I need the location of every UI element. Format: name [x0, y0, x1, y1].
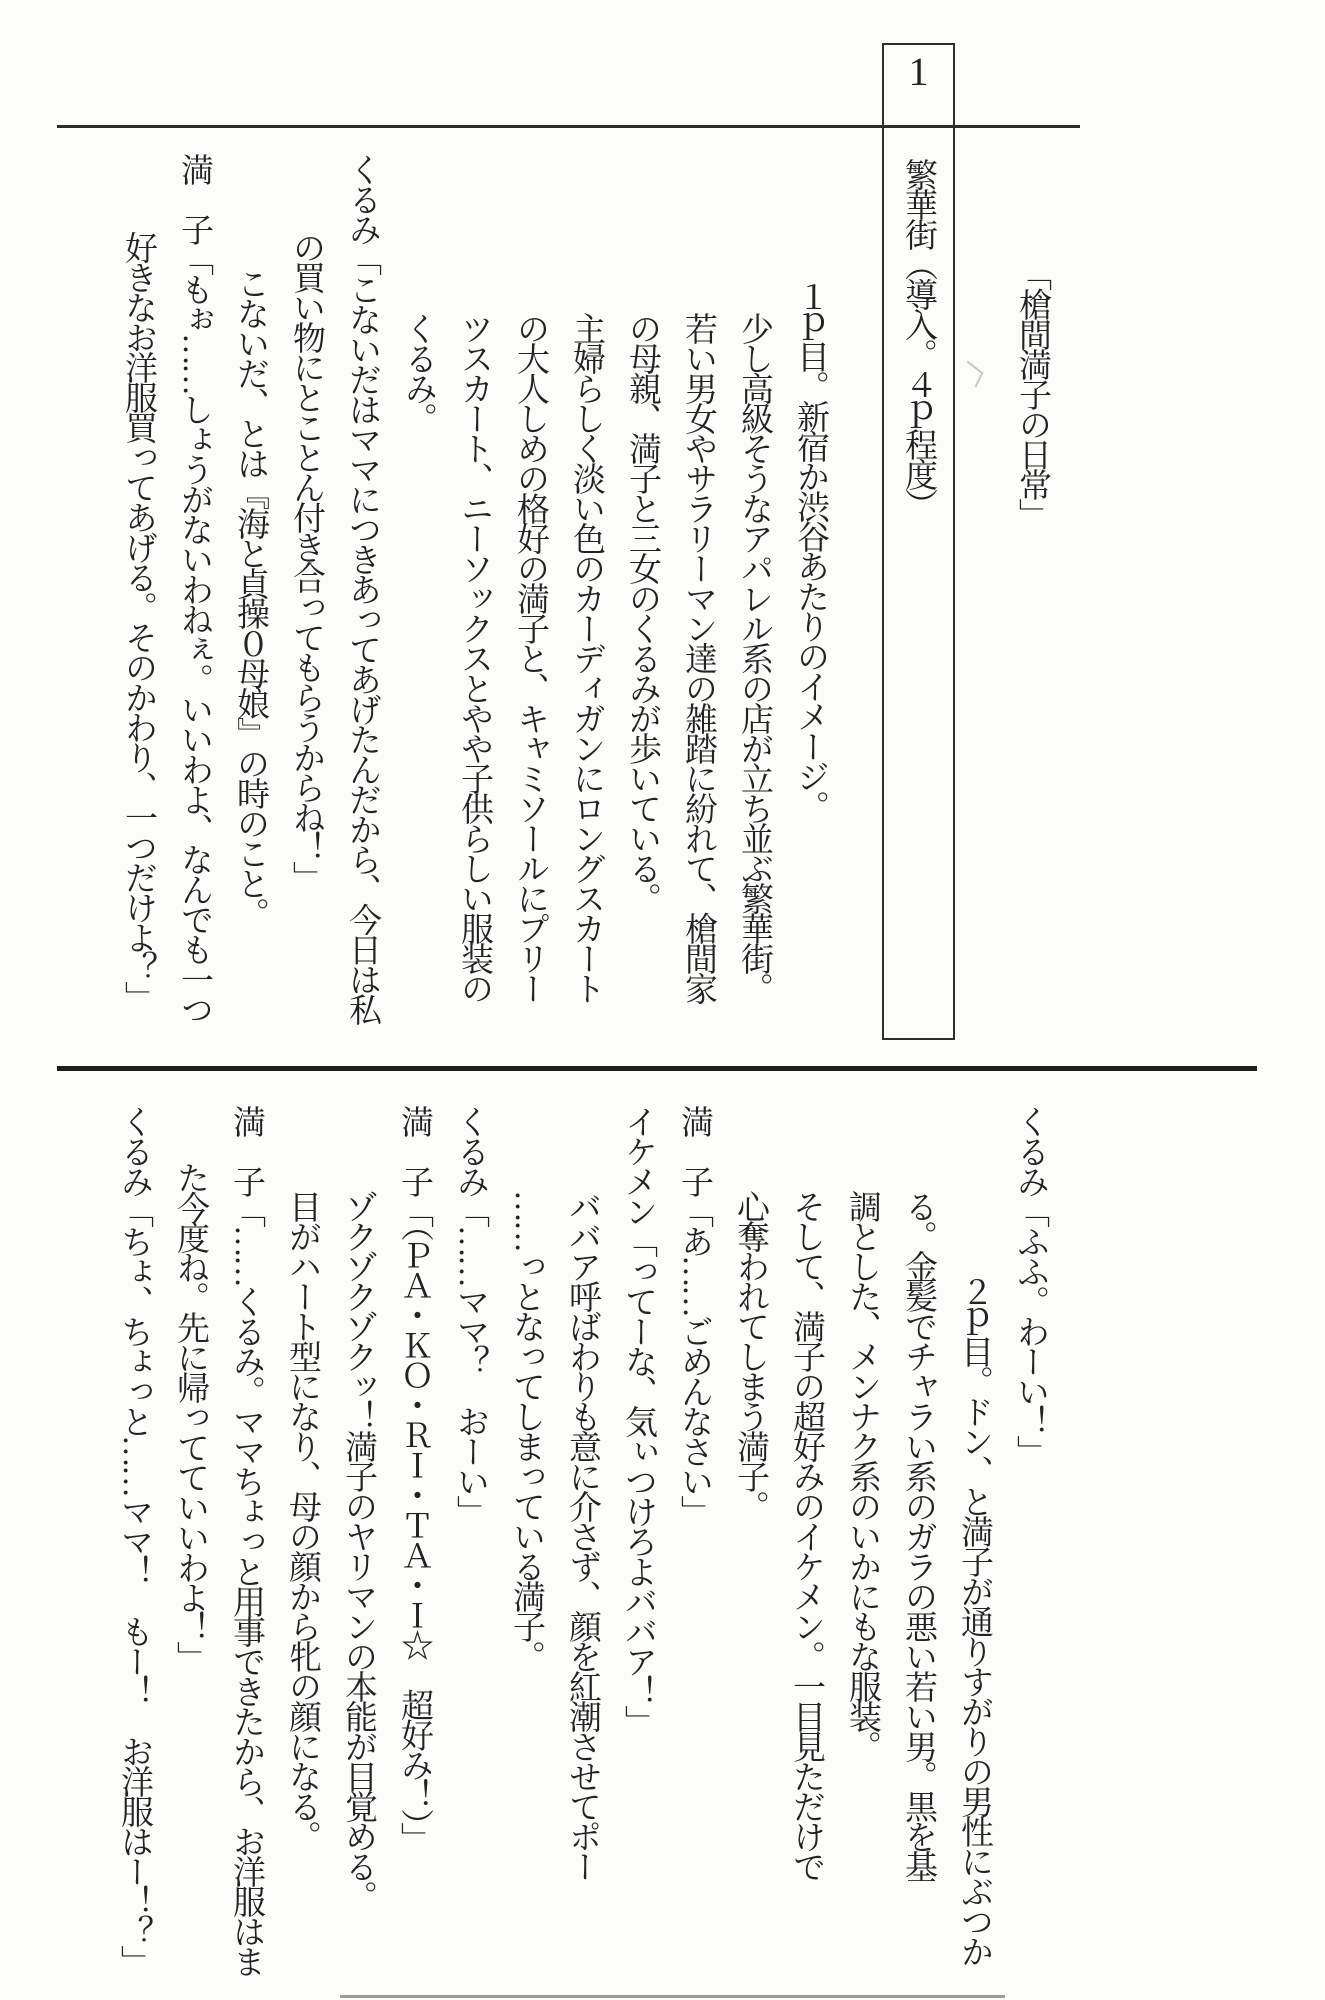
- script-line-narration: 少し高級そうなアパレル系の店が立ち並ぶ繁華街。: [736, 312, 772, 1002]
- script-line-narration-first: ２ｐ目。ドン、と満子が通りすがりの男性にぶつか: [956, 1275, 992, 1965]
- script-line-narration: ババア呼ばわりも意に介さず、顔を紅潮させてポー: [564, 1190, 600, 1880]
- script-line-dialogue: イケメン「ってーな、気ぃつけろよババア！」: [620, 1105, 656, 1735]
- page-number: 1: [908, 49, 929, 94]
- script-line-narration: 調とした、メンナク系のいかにもな服装。: [844, 1190, 880, 1760]
- scene-continuation-text-block: [106, 1095, 1058, 2000]
- script-line-narration: ……っとなってしまっている満子。: [508, 1190, 544, 1670]
- script-line-narration: る。金髪でチャラい系のガラの悪い若い男。黒を基: [900, 1190, 936, 1880]
- script-line-dialogue-cont: た今度ね。先に帰ってていいわよ！」: [172, 1161, 208, 1671]
- script-line-narration: ゾクゾクゾクッ！満子のヤリマンの本能が目覚める。: [340, 1190, 376, 1910]
- script-line-narration: 主婦らしく淡い色のカーディガンにロングスカート: [568, 312, 604, 1002]
- script-line-narration-solo: こないだ、とは『海と貞操０母娘』の時のこと。: [232, 267, 268, 927]
- script-line-narration: の大人しめの格好の満子と、キャミソールにプリー: [512, 312, 548, 1002]
- script-line-dialogue-cont: の買い物にとことん付き合ってもらうからね！」: [288, 231, 324, 891]
- script-line-narration: の母親、満子と三女のくるみが歩いている。: [624, 312, 660, 912]
- script-line-narration: くるみ。: [400, 312, 436, 432]
- script-line-dialogue: くるみ「ふふ。わーい！」: [1012, 1105, 1048, 1465]
- script-line-narration: ツスカート、ニーソックスとやや子供らしい服装の: [456, 312, 492, 1002]
- script-line-narration: 若い男女やサラリーマン達の雑踏に紛れて、槍間家: [680, 312, 716, 1002]
- script-line-dialogue: 満 子「……くるみ。ママちょっと用事できたから、お洋服はま: [228, 1105, 264, 1975]
- script-line-dialogue: 満 子「あ……ごめんなさい」: [676, 1105, 712, 1525]
- script-line-dialogue: 満 子「もぉ……しょうがないわねぇ。いいわよ、なんでも一つ: [176, 153, 212, 1023]
- script-line-dialogue: くるみ「……ママ？ おーい」: [452, 1105, 488, 1525]
- scene-intro-text-block: [110, 150, 1060, 1052]
- script-line-dialogue: くるみ「こないだはママにつきあってあげたんだから、今日は私: [344, 153, 380, 1023]
- scan-edge-artifact: [340, 1995, 1005, 1998]
- script-line-dialogue-cont: 好きなお洋服買ってあげる。そのかわり、一つだけよ？」: [120, 231, 156, 1011]
- script-line-narration: そして、満子の超好みのイケメン。一目見ただけで: [788, 1190, 824, 1880]
- script-line-dialogue: くるみ「ちょ、ちょっと……ママ！ もー！ お洋服はー！？」: [116, 1105, 152, 1975]
- script-line-narration-first: １ｐ目。新宿か渋谷あたりのイメージ。: [792, 280, 828, 820]
- script-line-narration: 目がハート型になり、母の顔から牝の顔になる。: [284, 1190, 320, 1850]
- section-divider-rule: [57, 1066, 1257, 1071]
- script-line-dialogue: 満 子「（ＰＡ・ＫＯ・ＲＩ・ＴＡ・Ｉ☆ 超好み！）」: [396, 1105, 432, 1852]
- script-line-scene-heading: 繁華街（導入。４ｐ程度）: [900, 158, 936, 518]
- script-line-title: 「槍間満子の日常」: [1014, 258, 1050, 528]
- script-line-narration: 心奪われてしまう満子。: [732, 1190, 768, 1520]
